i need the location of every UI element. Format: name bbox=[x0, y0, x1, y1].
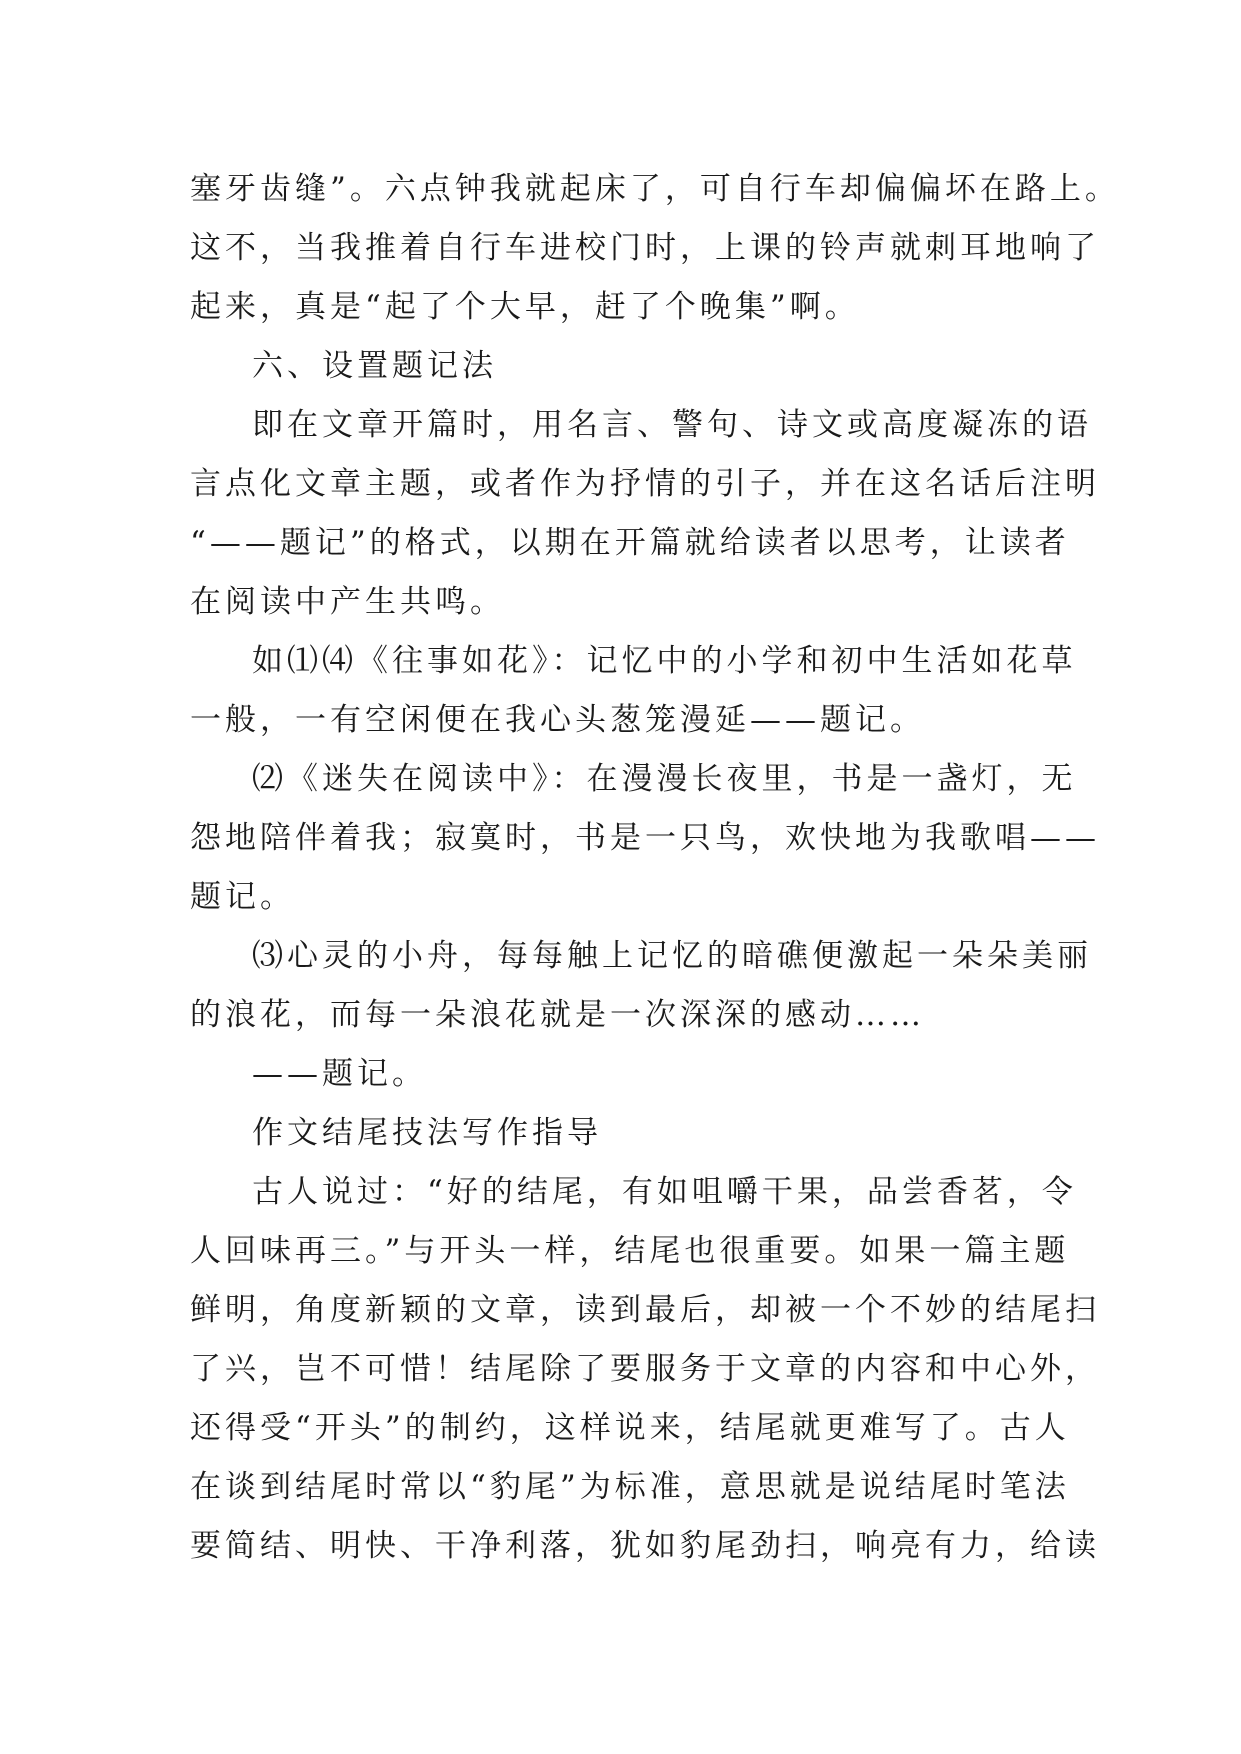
document-body bbox=[190, 160, 1120, 1576]
text-line-18: 古人说过：“好的结尾，有如咀嚼干果，品尝香茗，令 bbox=[252, 1174, 1077, 1210]
text-line-6: 言点化文章主题，或者作为抒情的引子，并在这名话后注明 bbox=[190, 466, 1100, 502]
text-line-10: 一般，一有空闲便在我心头葱笼漫延——题记。 bbox=[190, 702, 925, 738]
text-line-15: 的浪花，而每一朵浪花就是一次深深的感动…… bbox=[190, 997, 925, 1033]
text-line-16: ——题记。 bbox=[252, 1056, 427, 1092]
example-line-1: 如⑴⑷《往事如花》：记忆中的小学和初中生活如花草 bbox=[252, 643, 1077, 679]
text-line-3: 起来，真是“起了个大早，赶了个晚集”啊。 bbox=[190, 289, 860, 325]
example-line-3: ⑶心灵的小舟，每每触上记忆的暗礁便激起一朵朵美丽 bbox=[252, 938, 1092, 974]
example-line-2: ⑵《迷失在阅读中》：在漫漫长夜里，书是一盏灯，无 bbox=[252, 761, 1077, 797]
text-line-12: 怨地陪伴着我；寂寞时，书是一只鸟，欢快地为我歌唱—— bbox=[190, 820, 1100, 856]
section-heading-ending: 作文结尾技法写作指导 bbox=[252, 1115, 602, 1151]
section-heading-six: 六、设置题记法 bbox=[252, 348, 497, 384]
text-line-24: 要简结、明快、干净利落，犹如豹尾劲扫，响亮有力，给读 bbox=[190, 1528, 1100, 1564]
text-line-23: 在谈到结尾时常以“豹尾”为标准，意思就是说结尾时笔法 bbox=[190, 1469, 1070, 1505]
text-line-2: 这不，当我推着自行车进校门时，上课的铃声就刺耳地响了 bbox=[190, 230, 1100, 266]
text-line-8: 在阅读中产生共鸣。 bbox=[190, 584, 505, 620]
text-line-19: 人回味再三。”与开头一样，结尾也很重要。如果一篇主题 bbox=[190, 1233, 1070, 1269]
text-line-1: 塞牙齿缝”。六点钟我就起床了，可自行车却偏偏坏在路上。 bbox=[190, 171, 1120, 207]
text-line-7: “——题记”的格式，以期在开篇就给读者以思考，让读者 bbox=[190, 525, 1070, 561]
text-line-20: 鲜明，角度新颖的文章，读到最后，却被一个不妙的结尾扫 bbox=[190, 1292, 1100, 1328]
text-line-21: 了兴，岂不可惜！结尾除了要服务于文章的内容和中心外， bbox=[190, 1351, 1100, 1387]
text-line-5: 即在文章开篇时，用名言、警句、诗文或高度凝冻的语 bbox=[252, 407, 1092, 443]
text-line-13: 题记。 bbox=[190, 879, 295, 915]
text-line-22: 还得受“开头”的制约，这样说来，结尾就更难写了。古人 bbox=[190, 1410, 1070, 1446]
